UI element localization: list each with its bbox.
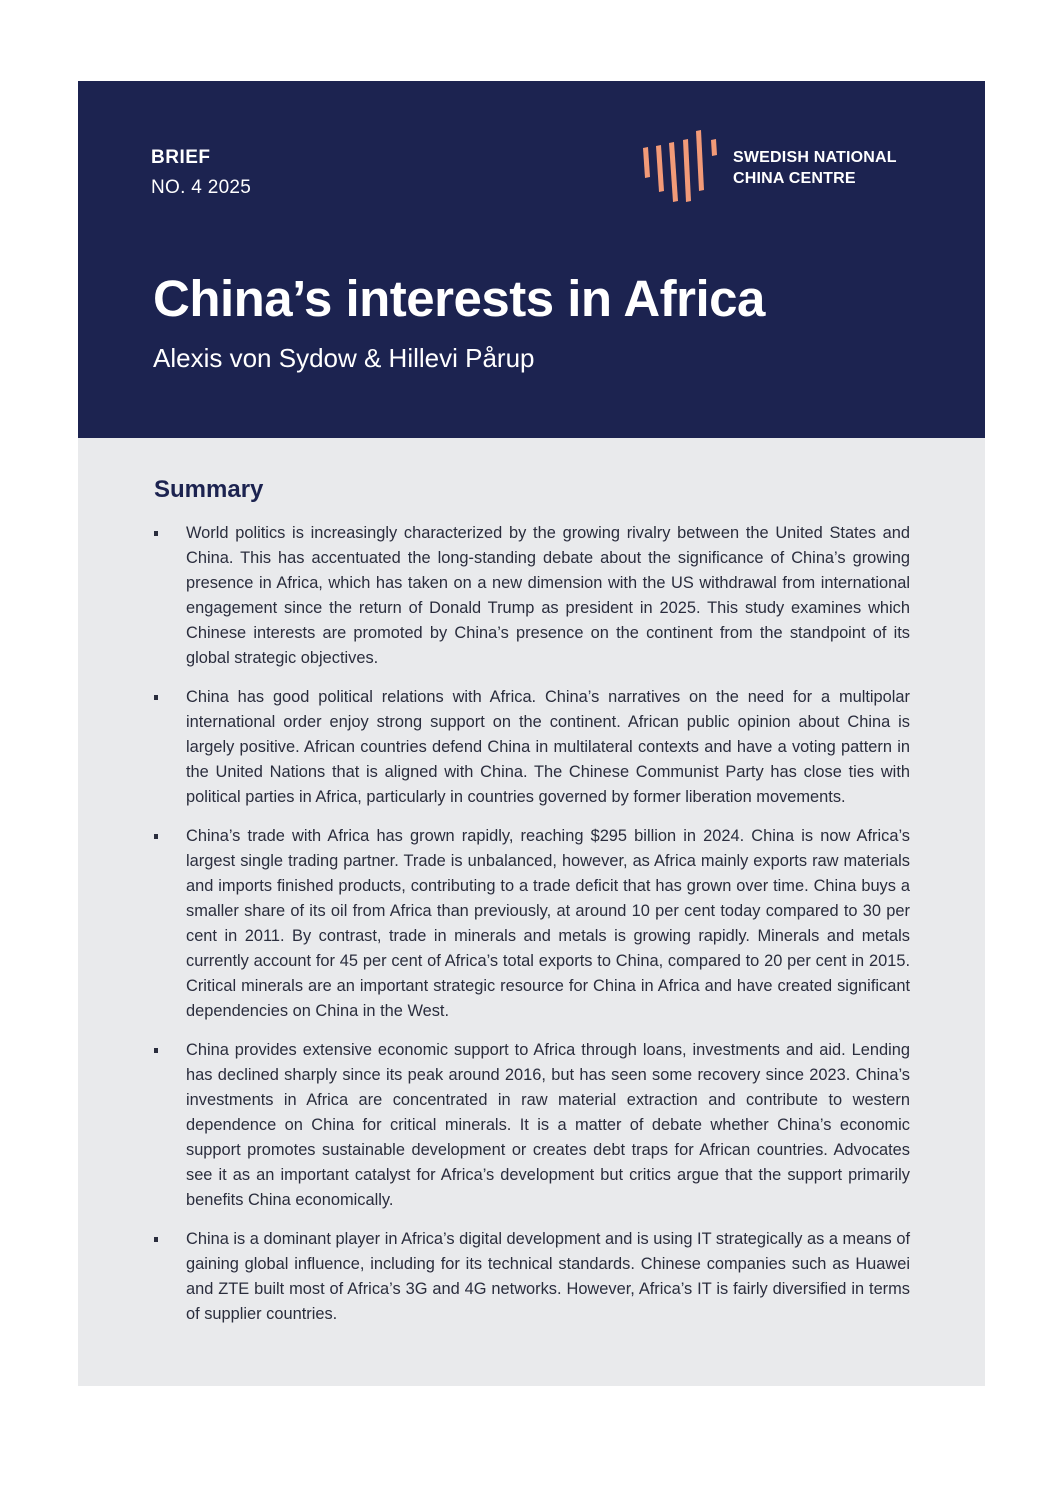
summary-panel xyxy=(78,438,985,1386)
summary-list xyxy=(154,521,910,1341)
logo-wordmark xyxy=(733,147,897,189)
header-banner xyxy=(78,81,985,438)
bullet-square-icon xyxy=(154,1237,158,1242)
logo-line-1: SWEDISH NATIONAL xyxy=(733,149,897,166)
summary-bullet-text: China provides extensive economic support to Africa through loans, investments and aid. Lending has declined sharply since its peak around 2016, but has seen some recovery since 2023. China’s investments in Africa are concentrated in raw material extraction and contribute to western dependence on China for critical minerals. It is a matter of debate whether China’s economic support promotes sustainable development or creates debt traps for African countries. Advocates see it as an important catalyst for Africa’s development but critics argue that the support primarily benefits China economically. xyxy=(186,1041,910,1209)
summary-bullet xyxy=(154,824,910,1024)
bullet-square-icon xyxy=(154,695,158,700)
authors: Alexis von Sydow & Hillevi Pårup xyxy=(153,343,535,373)
summary-bullet-text: China is a dominant player in Africa’s digital development and is using IT strategically as a means of gaining global influence, including for its technical standards. Chinese companies such as Huawei and ZTE built most of Africa’s 3G and 4G networks. However, Africa’s IT is fairly diversified in terms of supplier countries. xyxy=(186,1230,910,1323)
brief-label: BRIEF xyxy=(151,147,211,168)
bullet-square-icon xyxy=(154,1048,158,1053)
swedish-national-china-centre-logo xyxy=(640,129,970,209)
summary-heading: Summary xyxy=(154,476,264,503)
bullet-square-icon xyxy=(154,531,158,536)
summary-bullet-text: World politics is increasingly characterized by the growing rivalry between the United States and China. This has accentuated the long-standing debate about the significance of China’s growing presence in Africa, which has taken on a new dimension with the US withdrawal from international engagement since the return of Donald Trump as president in 2025. This study examines which Chinese interests are promoted by China’s presence on the continent from the standpoint of its global strategic objectives. xyxy=(186,524,910,667)
page-title: China’s interests in Africa xyxy=(153,270,765,327)
summary-bullet-text: China has good political relations with Africa. China’s narratives on the need for a multipolar international order enjoy strong support on the continent. African public opinion about China is largely positive. African countries defend China in multilateral contexts and have a voting pattern in the United Nations that is aligned with China. The Chinese Communist Party has close ties with political parties in Africa, particularly in countries governed by former liberation movements. xyxy=(186,688,910,806)
logo-line-2: CHINA CENTRE xyxy=(733,170,856,187)
logo-bars-icon xyxy=(640,129,720,209)
summary-bullet xyxy=(154,1227,910,1327)
bullet-square-icon xyxy=(154,834,158,839)
summary-bullet xyxy=(154,685,910,810)
summary-bullet xyxy=(154,1038,910,1213)
summary-bullet-text: China’s trade with Africa has grown rapidly, reaching $295 billion in 2024. China is now Africa’s largest single trading partner. Trade is unbalanced, however, as Africa mainly exports raw materials and imports finished products, contributing to a trade deficit that has grown over time. China buys a smaller share of its oil from Africa than previously, at around 10 per cent today compared to 30 per cent in 2011. By contrast, trade in minerals and metals is growing rapidly. Minerals and metals currently account for 45 per cent of Africa’s total exports to China, compared to 20 per cent in 2015. Critical minerals are an important strategic resource for China in Africa and have created significant dependencies on China in the West. xyxy=(186,827,910,1020)
brief-number: NO. 4 2025 xyxy=(151,177,252,198)
summary-bullet xyxy=(154,521,910,671)
